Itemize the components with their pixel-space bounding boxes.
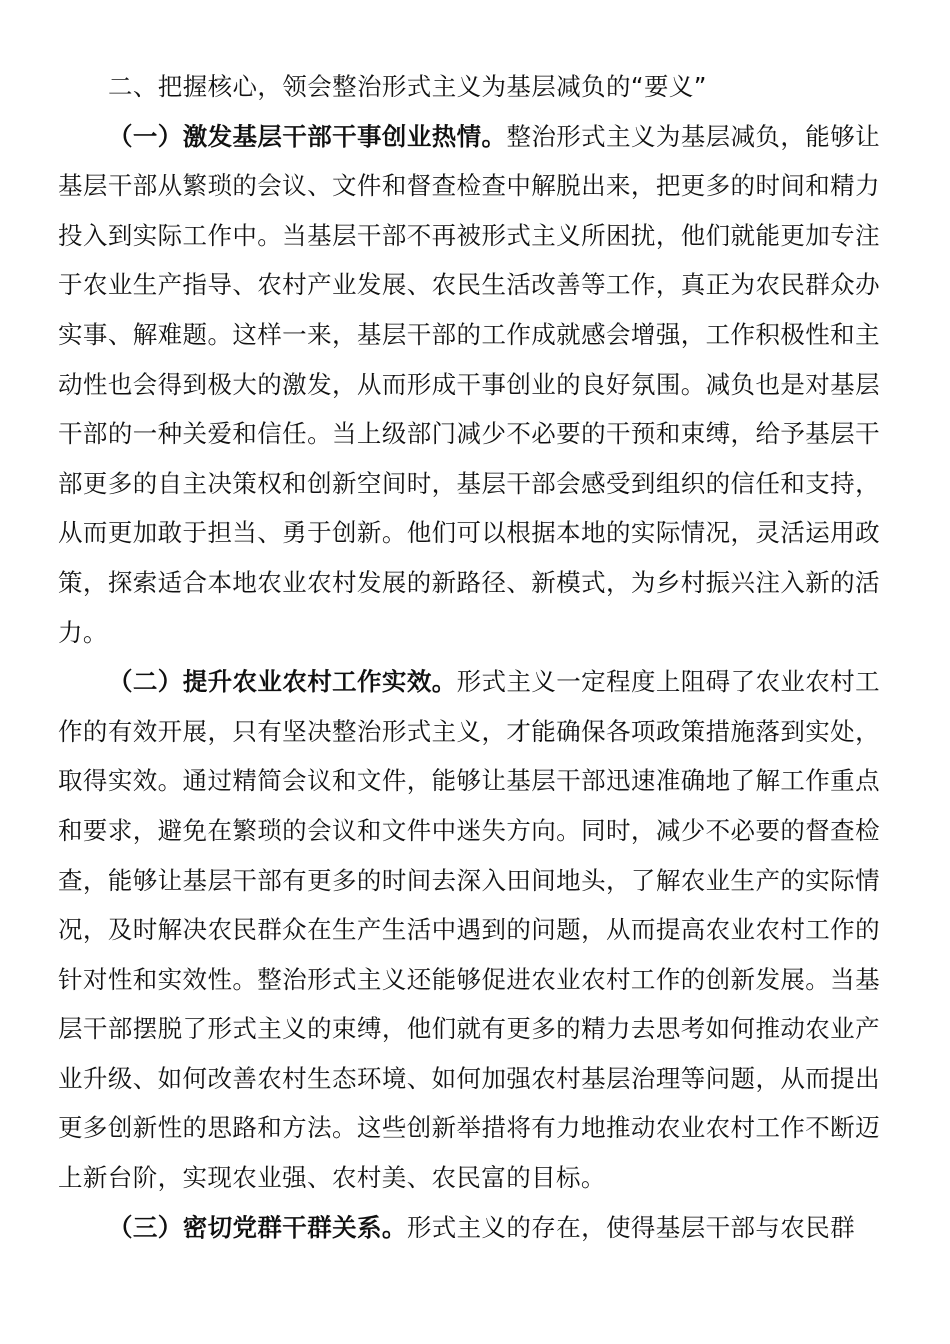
paragraph-1	[58, 112, 880, 658]
paragraph-3-body: 形式主义的存在，使得基层干部与农民群	[406, 1212, 856, 1242]
paragraph-3-heading: （三）密切党群干群关系。	[108, 1212, 407, 1242]
paragraph-2-heading: （二）提升农业农村工作实效。	[108, 667, 457, 697]
section-heading: 二、把握核心，领会整治形式主义为基层减负的“要义”	[108, 72, 707, 101]
paragraph-3	[58, 1203, 880, 1253]
paragraph-2-body: 形式主义一定程度上阻碍了农业农村工作的有效开展，只有坚决整治形式主义，才能确保各项政策措施落到实处，取得实效。通过精简会议和文件，能够让基层干部迅速准确地了解工作重点和要求，避免在繁琐的会议和文件中迷失方向。同时，减少不必要的督查检查，能够让基层干部有更多的时间去深入田间地头，了解农业生产的实际情况，及时解决农民群众在生产生活中遇到的问题，从而提高农业农村工作的针对性和实效性。整治形式主义还能够促进农业农村工作的创新发展。当基层干部摆脱了形式主义的束缚，他们就有更多的精力去思考如何推动农业产业升级、如何改善农村生态环境、如何加强农村基层治理等问题，从而提出更多创新性的思路和方法。这些创新举措将有力地推动农业农村工作不断迈上新台阶，实现农业强、农村美、农民富的目标。	[58, 667, 880, 1193]
paragraph-2	[58, 657, 880, 1203]
paragraph-1-heading: （一）激发基层干部干事创业热情。	[108, 121, 507, 151]
document-page	[58, 62, 880, 1252]
paragraph-1-body: 整治形式主义为基层减负，能够让基层干部从繁琐的会议、文件和督查检查中解脱出来，把更多的时间和精力投入到实际工作中。当基层干部不再被形式主义所困扰，他们就能更加专注于农业生产指导、农村产业发展、农民生活改善等工作，真正为农民群众办实事、解难题。这样一来，基层干部的工作成就感会增强，工作积极性和主动性也会得到极大的激发，从而形成干事创业的良好氛围。减负也是对基层干部的一种关爱和信任。当上级部门减少不必要的干预和束缚，给予基层干部更多的自主决策权和创新空间时，基层干部会感受到组织的信任和支持，从而更加敢于担当、勇于创新。他们可以根据本地的实际情况，灵活运用政策，探索适合本地农业农村发展的新路径、新模式，为乡村振兴注入新的活力。	[58, 121, 880, 647]
